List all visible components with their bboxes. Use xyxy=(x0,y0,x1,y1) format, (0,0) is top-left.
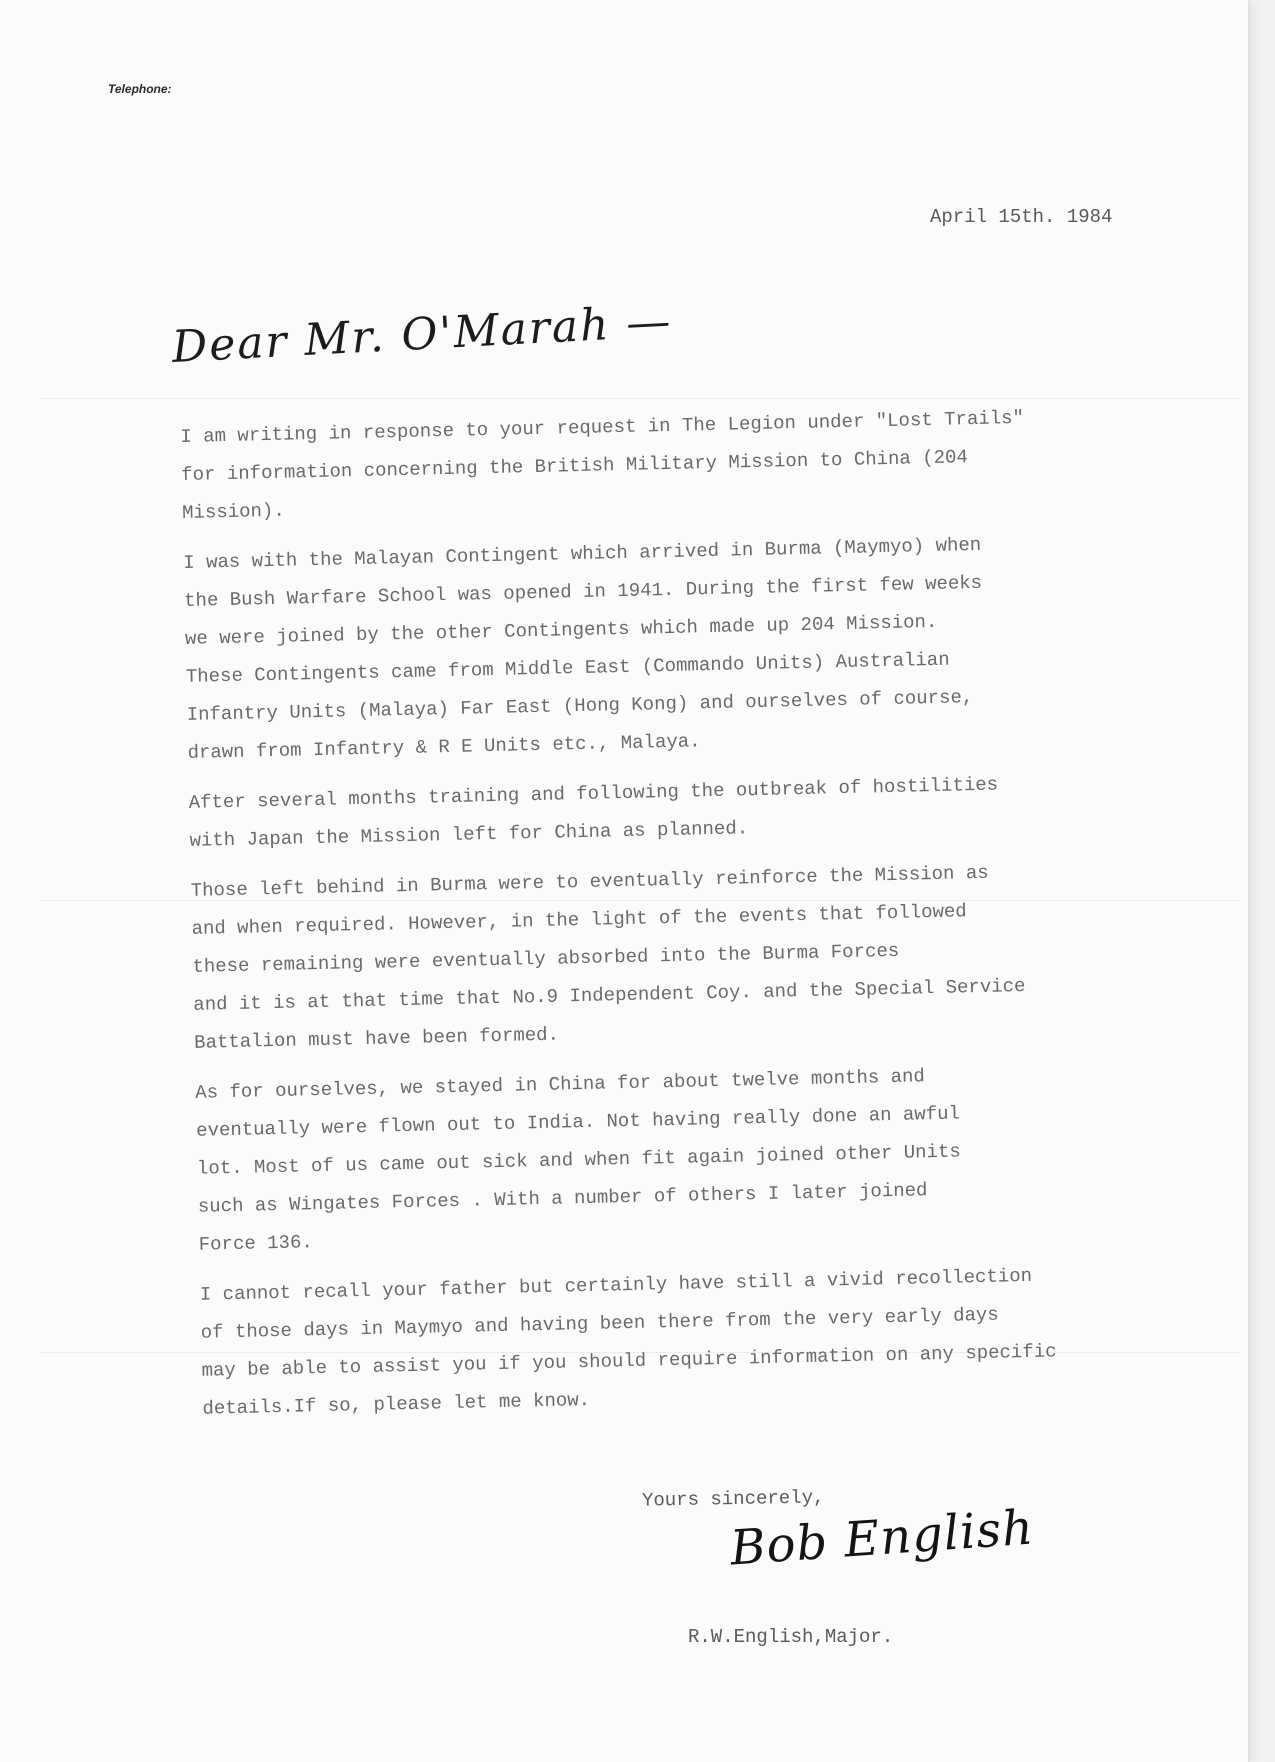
handwritten-salutation: Dear Mr. O'Marah — xyxy=(170,295,674,373)
closing-line: Yours sincerely, xyxy=(641,1486,825,1512)
handwritten-signature: Bob English xyxy=(728,1499,1036,1577)
signatory-name: R.W.English,Major. xyxy=(688,1626,894,1648)
letter-date: April 15th. 1984 xyxy=(930,206,1113,228)
body-paragraph: I cannot recall your father but certainly have still a vivid recollection of those days in Maymyo and having been there from the very early days may be able to assist you if you should require information on any specific details.If so, please let me know. xyxy=(199,1264,1057,1420)
letter-body xyxy=(180,394,1243,1439)
telephone-label: Telephone: xyxy=(108,82,172,96)
body-paragraph: I was with the Malayan Contingent which arrived in Burma (Maymyo) when the Bush Warfare School was opened in 1941. During the first few weeks we were joined by the other Contingents which made up 204 Mission. These Contingents came from Middle East (Commando Units) Australian Infantry Units (Malaya) Far East (Hong Kong) and ourselves of course, drawn from Infantry & R E Units etc., Malaya. xyxy=(183,533,983,764)
body-paragraph: I am writing in response to your request in The Legion under "Lost Trails" for information concerning the British Military Mission to China (204 Mission). xyxy=(180,406,1025,524)
body-paragraph: As for ourselves, we stayed in China for about twelve months and eventually were flown out to India. Not having really done an awful lot. Most of us came out sick and when fit again joined other Units such as Wingates Forces . With a number of others I later joined Force 136. xyxy=(195,1065,962,1256)
body-paragraph: Those left behind in Burma were to eventually reinforce the Mission as and when required. However, in the light of the events that followed these remaining were eventually absorbed into the Burma Forces and it is at that time that No.9 Independent Coy. and the Special Service Battalion must have been formed. xyxy=(190,861,1026,1054)
body-paragraph: After several months training and following the outbreak of hostilities with Japan the Mission left for China as planned. xyxy=(188,773,999,852)
